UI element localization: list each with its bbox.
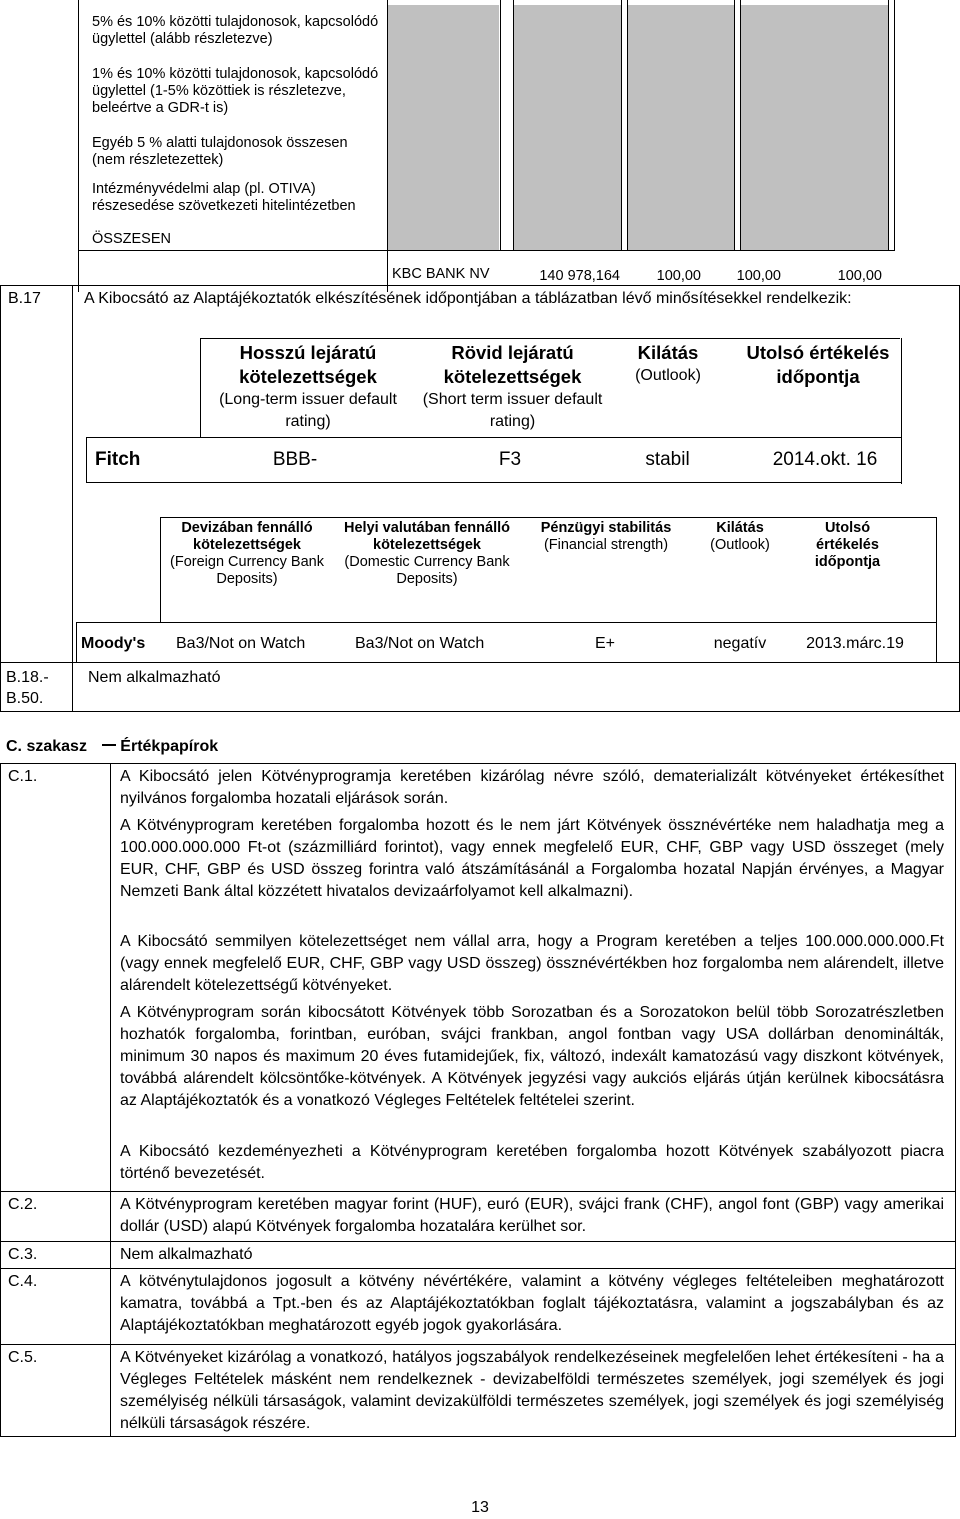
- ownership-row-label: 1% és 10% közötti tulajdonosok, kapcsolódó ügylettel (1-5% közöttiek is részletezve, beleértve a GDR-t is): [92, 66, 379, 116]
- section-title-suffix: Értékpapírok: [120, 738, 219, 755]
- section-title-prefix: C. szakasz: [6, 738, 87, 755]
- item-paragraph: A Kötvényprogram keretében forgalomba hozott és le nem járt Kötvények össznévértéke nem haladhatja meg a 100.000.000.000 Ft-ot (százmilliárd forintot), vagy ennek megfelelő EUR, CHF, GBP vagy USD összeget (mely EUR, CHF, GBP és USD összeg forintra való átszámításánál a Forgalomba hozatal Napján érvényes, a Magyar Nemzeti Bank által közzétett hivatalos devizaárfolyamot kell alkalmazni).: [120, 817, 944, 900]
- moodys-header-col: [695, 520, 785, 554]
- moodys-header-normal: (Financial strength): [543, 537, 669, 553]
- gray-cell: [388, 5, 499, 250]
- moodys-header-col: [800, 520, 895, 571]
- fitch-header-bold: Utolsó értékelés időpontja: [746, 342, 890, 387]
- fitch-rating-value: BBB-: [272, 449, 318, 470]
- moodys-rating-value: Ba3/Not on Watch: [176, 635, 306, 652]
- fitch-header-col: [420, 341, 605, 433]
- fitch-header-col: [612, 341, 724, 387]
- item-code: C.4.: [8, 1273, 38, 1290]
- moodys-header-bold: Kilátás: [716, 520, 764, 536]
- kbc-value: 140 978,164: [539, 268, 620, 284]
- fitch-rating-value: F3: [498, 449, 522, 470]
- item-paragraph: A Kötvényeket kizárólag a vonatkozó, hatályos jogszabályok rendelkezéseinek megfelelően lehet értékesíteni - ha a Végleges Feltételek másként nem rendelkeznek - devizabelföldi természetes személyek, jogi személyek és jogi személyiség nélküli társaságok, valamint devizakülföldi természetes személyek, jogi személyek és jogi személyiség nélküli társaságok részére.: [120, 1349, 944, 1432]
- moodys-rating-value: Ba3/Not on Watch: [355, 635, 485, 652]
- kbc-value: 100,00: [656, 268, 701, 284]
- moodys-header-col: [516, 520, 696, 554]
- moodys-header-bold: Devizában fennálló kötelezettségek: [181, 520, 313, 553]
- fitch-header-bold: Rövid lejáratú kötelezettségek: [443, 342, 582, 387]
- b18-text: Nem alkalmazható: [88, 669, 221, 686]
- gray-cell: [514, 5, 621, 250]
- item-paragraph: A Kibocsátó jelen Kötvényprogramja keretében kizárólag névre szóló, dematerializált kötvényeket értékesíthet nyilvános forgalomba hozatali eljárások során.: [120, 768, 944, 807]
- kbc-value: 100,00: [837, 268, 882, 284]
- ownership-row-label: Intézményvédelmi alap (pl. OTIVA) részesedése szövetkezeti hitelintézetben: [92, 181, 356, 214]
- moodys-header-bold: Pénzügyi stabilitás: [540, 520, 672, 536]
- fitch-header-col: [203, 341, 413, 433]
- moodys-header-normal: (Outlook): [710, 537, 770, 553]
- gray-cell: [628, 5, 734, 250]
- fitch-rating-value: 2014.okt. 16: [772, 449, 878, 470]
- moodys-header-normal: (Domestic Currency Bank Deposits): [344, 554, 510, 587]
- fitch-header-bold: Kilátás: [637, 342, 699, 363]
- kbc-name: KBC BANK NV: [392, 266, 490, 282]
- ownership-row-label: Egyéb 5 % alatti tulajdonosok összesen (nem részletezettek): [92, 135, 348, 168]
- dash-icon: [102, 744, 116, 746]
- moodys-header-col: [342, 520, 512, 588]
- item-code: C.3.: [8, 1246, 38, 1263]
- section-code: B.17: [8, 290, 41, 307]
- item-paragraph: A kötvénytulajdonos jogosult a kötvény névértékére, valamint a kötvény végleges feltételeiben meghatározott kamatra, továbbá a Tpt.-ben és az Alaptájékoztatókban foglalt tájékoztatásra, valamint a jogszabályban és az Alaptájékoztatókban meghatározott egyéb jogok gyakorlására.: [120, 1273, 944, 1334]
- item-paragraph: Nem alkalmazható: [120, 1246, 253, 1263]
- moodys-header-bold: Utolsó értékelés időpontja: [814, 520, 881, 570]
- kbc-value: 100,00: [736, 268, 781, 284]
- b17-intro: A Kibocsátó az Alaptájékoztatók elkészítésének időpontjában a táblázatban lévő minősítésekkel rendelkezik:: [84, 290, 852, 307]
- item-paragraph: A Kibocsátó kezdeményezheti a Kötvényprogram keretében forgalomba hozott Kötvények szabályozott piacra történő bevezetését.: [120, 1143, 944, 1182]
- moodys-rating-value: 2013.márc.19: [806, 635, 904, 652]
- ownership-row-label: ÖSSZESEN: [92, 231, 171, 247]
- fitch-agency: Fitch: [95, 449, 141, 470]
- moodys-rating-value: negatív: [713, 635, 767, 652]
- fitch-header-bold: Hosszú lejáratú kötelezettségek: [239, 342, 377, 387]
- item-code: C.1.: [8, 768, 38, 785]
- item-code: C.5.: [8, 1349, 38, 1366]
- gray-cell: [741, 5, 888, 250]
- moodys-header-normal: (Foreign Currency Bank Deposits): [170, 554, 324, 587]
- moodys-header-col: [162, 520, 332, 588]
- moodys-rating-value: E+: [594, 635, 615, 652]
- fitch-rating-value: stabil: [645, 449, 690, 470]
- ownership-row-label: 5% és 10% közötti tulajdonosok, kapcsolódó ügylettel (alább részletezve): [92, 14, 379, 47]
- item-paragraph: A Kibocsátó semmilyen kötelezettséget nem vállal arra, hogy a Program keretében a teljes 100.000.000.000.Ft (vagy ennek megfelelő EUR, CHF, GBP vagy USD összeg) össznévértékben hoz forgalomba nem alárendelt, illetve alárendelt kötelezettségű kötvényeket.: [120, 933, 944, 994]
- fitch-header-normal: (Long-term issuer default rating): [219, 391, 397, 430]
- section-code: B.18.- B.50.: [6, 669, 49, 707]
- item-code: C.2.: [8, 1196, 38, 1213]
- fitch-header-normal: (Short term issuer default rating): [422, 391, 603, 430]
- item-paragraph: A Kötvényprogram keretében magyar forint (HUF), euró (EUR), svájci frank (CHF), angol font (GBP) vagy amerikai dollár (USD) alapú Kötvények forgalomba hozatalára kerülhet sor.: [120, 1196, 944, 1235]
- page-number: 13: [471, 1499, 489, 1516]
- fitch-header-col: [728, 341, 908, 389]
- moodys-header-bold: Helyi valutában fennálló kötelezettségek: [344, 520, 510, 553]
- item-paragraph: A Kötvényprogram során kibocsátott Kötvények több Sorozatban és a Sorozatokon belül több Sorozatrészletben hozhatók forgalomba, forintban, euróban, svájci frankban, angol fontban vagy USA dollárban denominálták, minimum 30 napos és maximum 20 éves futamidejűek, fix, változó, indexált kamatozású vagy diszkont kötvények, továbbá alárendelt kölcsöntőke-kötvények. A Kötvények jegyzési vagy aukciós eljárás útján kerülnek kibocsátásra az Alaptájékoztatók és a vonatkozó Végleges Feltételek feltételei szerint.: [120, 1004, 944, 1109]
- moodys-agency: Moody's: [81, 635, 146, 652]
- section-title: [6, 736, 218, 758]
- fitch-header-normal: (Outlook): [635, 367, 701, 384]
